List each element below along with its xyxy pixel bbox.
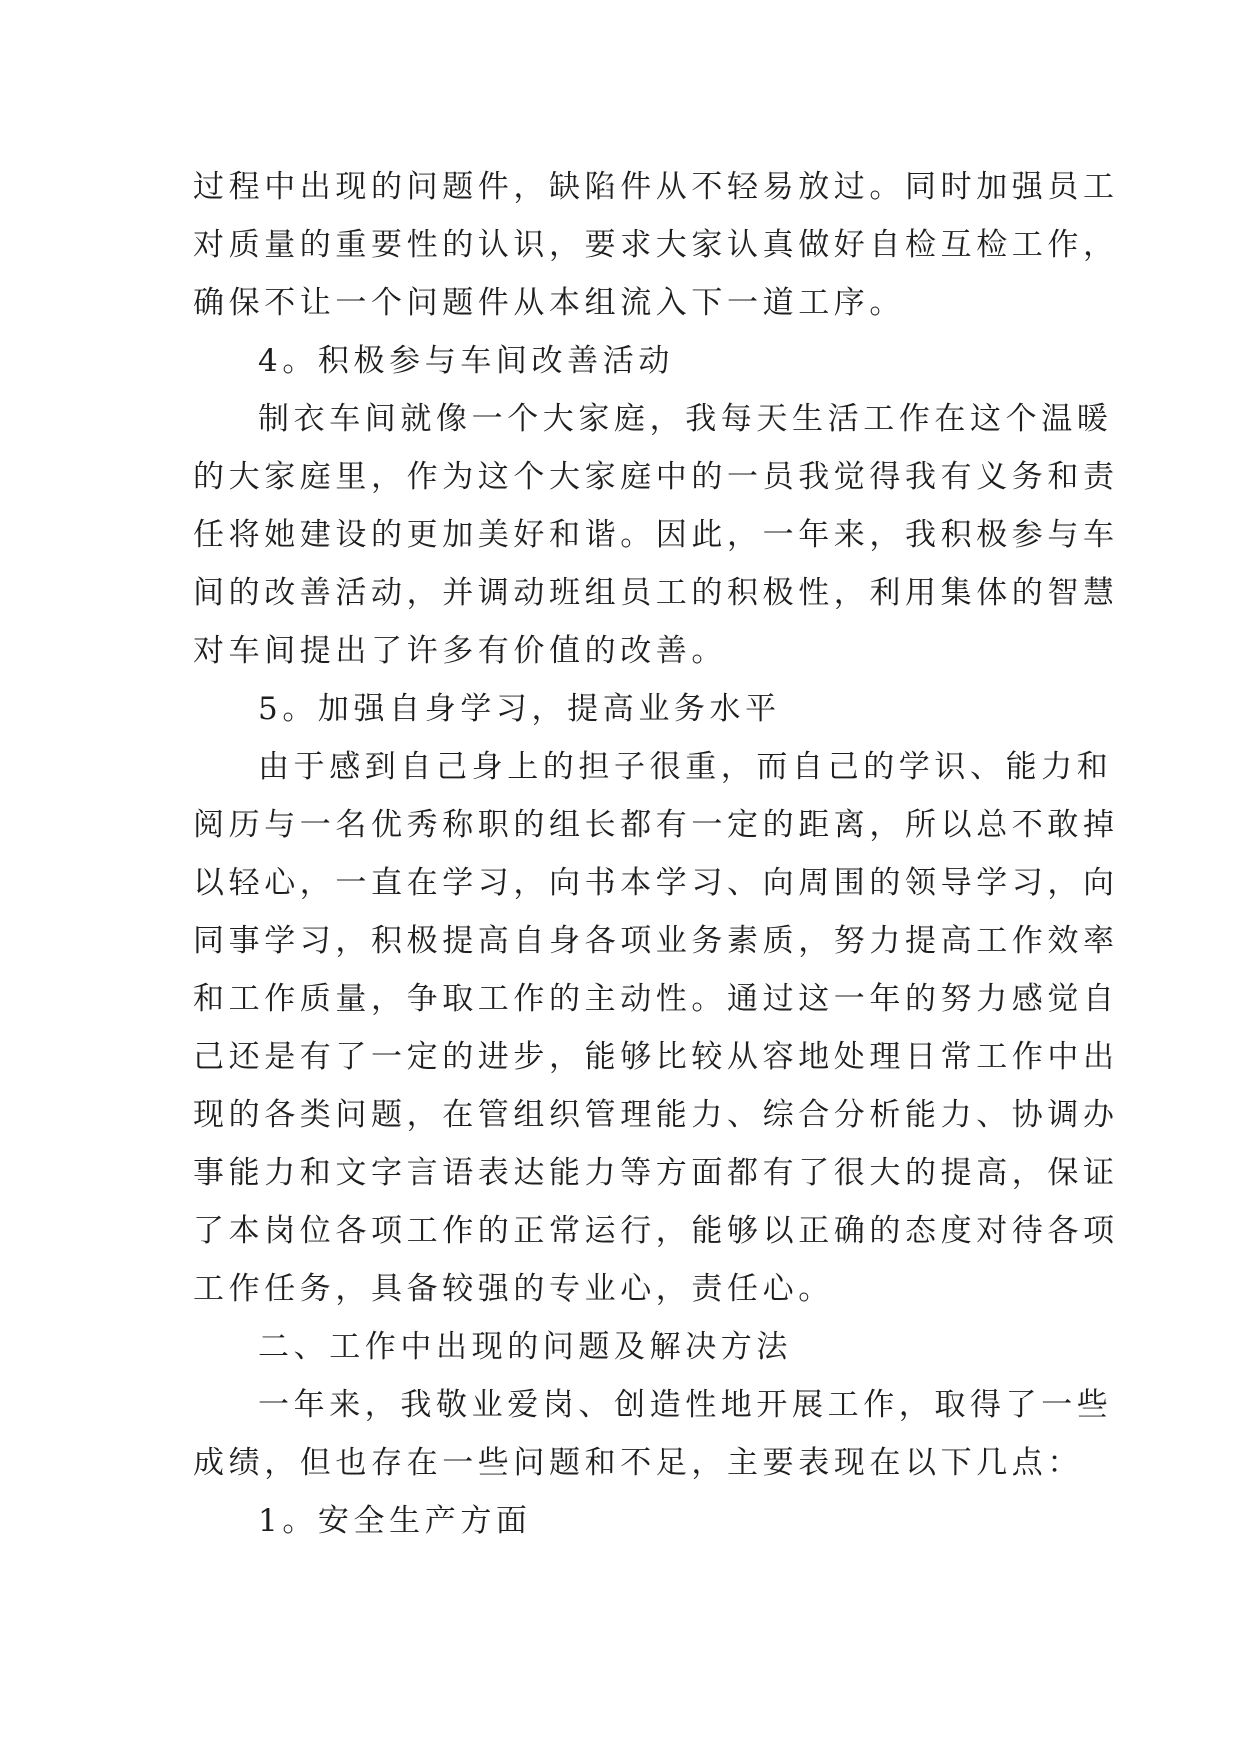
text-line: 和工作质量，争取工作的主动性。通过这一年的努力感觉自 — [193, 981, 1119, 1017]
text-line: 的大家庭里，作为这个大家庭中的一员我觉得我有义务和责 — [193, 459, 1119, 495]
text-line: 阅历与一名优秀称职的组长都有一定的距离，所以总不敢掉 — [193, 807, 1119, 843]
section-heading: 5。加强自身学习，提高业务水平 — [258, 691, 781, 727]
section-heading: 1。安全生产方面 — [258, 1503, 532, 1539]
text-line: 对车间提出了许多有价值的改善。 — [193, 633, 727, 669]
paragraph-first-line: 由于感到自己身上的担子很重，而自己的学识、能力和 — [258, 749, 1113, 785]
paragraph-first-line: 一年来，我敬业爱岗、创造性地开展工作，取得了一些 — [258, 1387, 1113, 1423]
paragraph-first-line: 制衣车间就像一个大家庭，我每天生活工作在这个温暖 — [258, 401, 1113, 437]
text-line: 事能力和文字言语表达能力等方面都有了很大的提高，保证 — [193, 1155, 1119, 1191]
text-line: 了本岗位各项工作的正常运行，能够以正确的态度对待各项 — [193, 1213, 1119, 1249]
text-line: 对质量的重要性的认识，要求大家认真做好自检互检工作， — [193, 227, 1119, 263]
text-line: 现的各类问题，在管组织管理能力、综合分析能力、协调办 — [193, 1097, 1119, 1133]
text-line: 以轻心，一直在学习，向书本学习、向周围的领导学习，向 — [193, 865, 1119, 901]
text-line: 确保不让一个问题件从本组流入下一道工序。 — [193, 285, 905, 321]
text-line: 同事学习，积极提高自身各项业务素质，努力提高工作效率 — [193, 923, 1119, 959]
text-line: 己还是有了一定的进步，能够比较从容地处理日常工作中出 — [193, 1039, 1119, 1075]
text-line: 间的改善活动，并调动班组员工的积极性，利用集体的智慧 — [193, 575, 1119, 611]
text-line: 过程中出现的问题件，缺陷件从不轻易放过。同时加强员工 — [193, 169, 1119, 205]
text-line: 任将她建设的更加美好和谐。因此，一年来，我积极参与车 — [193, 517, 1119, 553]
section-heading: 4。积极参与车间改善活动 — [258, 343, 674, 379]
text-line: 工作任务，具备较强的专业心，责任心。 — [193, 1271, 834, 1307]
section-heading: 二、工作中出现的问题及解决方法 — [258, 1329, 792, 1365]
text-line: 成绩，但也存在一些问题和不足，主要表现在以下几点： — [193, 1445, 1083, 1481]
